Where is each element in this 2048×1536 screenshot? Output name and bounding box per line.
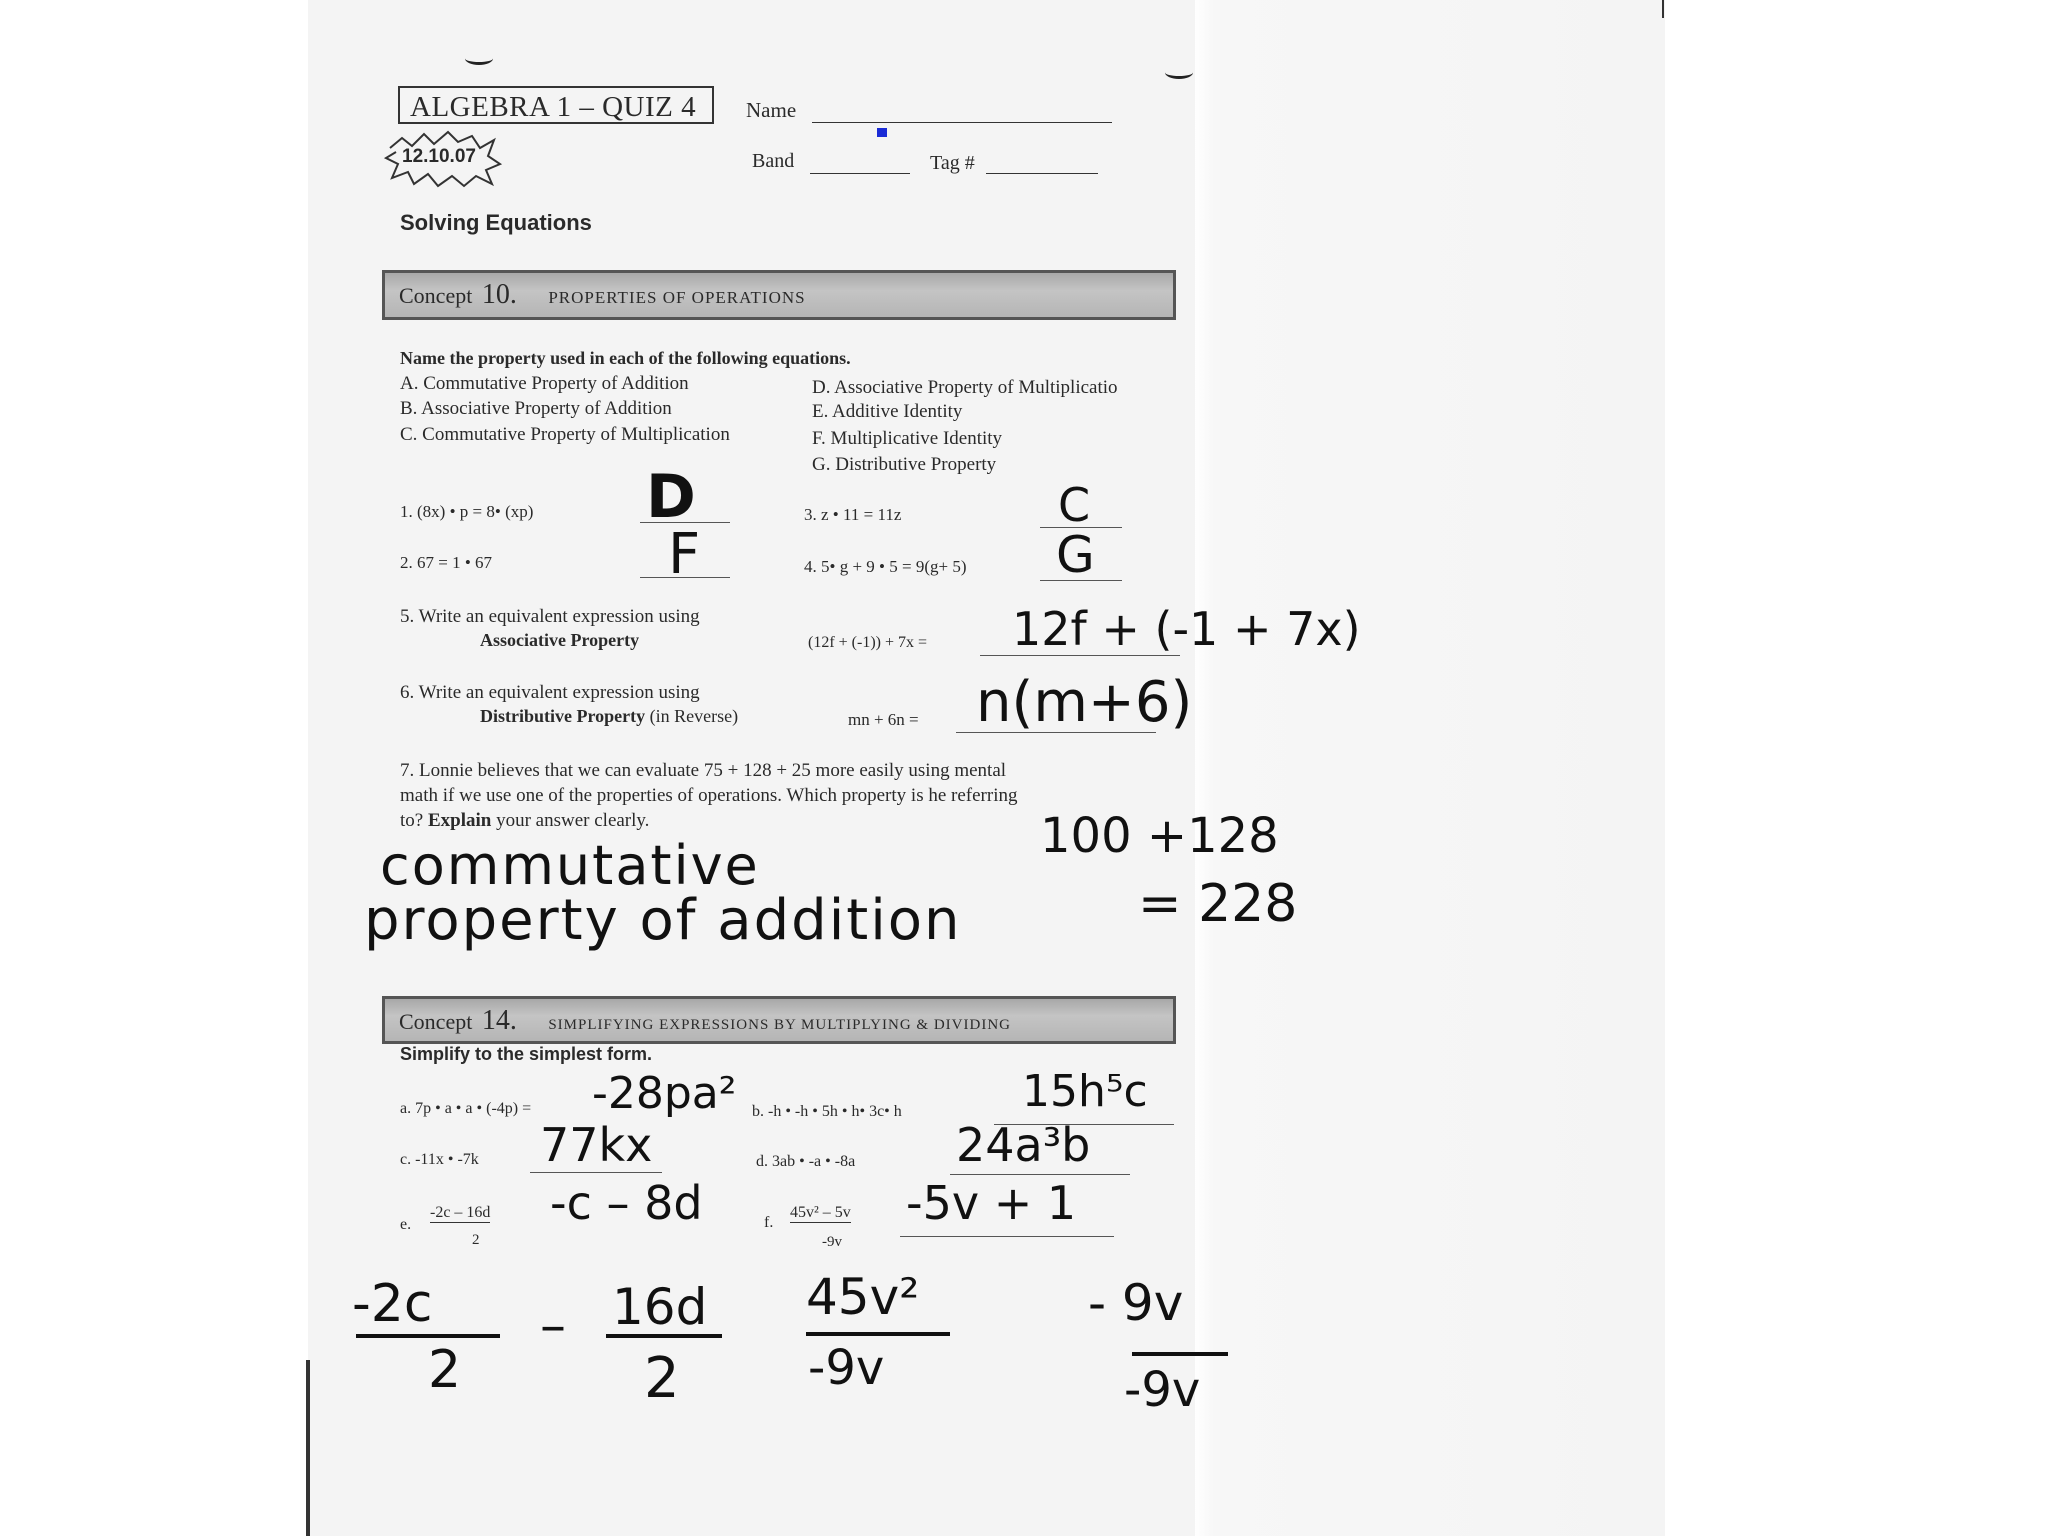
question-c: c. -11x • -7k bbox=[400, 1151, 479, 1168]
handwritten-answer-1: D bbox=[646, 462, 696, 532]
concept-10-instruction: Name the property used in each of the following equations. bbox=[400, 348, 851, 368]
handwritten-answer-c: 77kx bbox=[540, 1118, 653, 1172]
question-7-line: 7. Lonnie believes that we can evaluate 75 + 128 + 25 more easily using mental bbox=[400, 760, 1007, 781]
fraction-bar bbox=[806, 1332, 950, 1336]
handwritten-answer-2: F bbox=[668, 522, 701, 587]
question-b: b. -h • -h • 5h • h• 3c• h bbox=[752, 1103, 902, 1120]
punch-hole-mark bbox=[465, 52, 493, 65]
question-7-line: math if we use one of the properties of operations. Which property is he referring bbox=[400, 785, 1018, 806]
handwritten-answer-3: C bbox=[1058, 478, 1091, 532]
concept-title: PROPERTIES OF OPERATIONS bbox=[548, 288, 806, 307]
answer-f-line[interactable] bbox=[900, 1236, 1114, 1237]
property-option: B. Associative Property of Addition bbox=[400, 398, 672, 419]
quiz-date: 12.10.07 bbox=[402, 146, 476, 167]
handwritten-work-denominator: 2 bbox=[644, 1346, 680, 1411]
question-3: 3. z • 11 = 11z bbox=[804, 505, 902, 524]
handwritten-answer-e: -c – 8d bbox=[550, 1176, 703, 1230]
property-option: G. Distributive Property bbox=[812, 454, 997, 475]
handwritten-work-denominator: -9v bbox=[808, 1340, 885, 1396]
handwritten-work-operator: – bbox=[540, 1296, 566, 1356]
fraction-bar bbox=[356, 1334, 500, 1338]
question-2: 2. 67 = 1 • 67 bbox=[400, 553, 493, 572]
property-option: D. Associative Property of Multiplicatio bbox=[812, 377, 1118, 398]
handwritten-work-numerator: - 9v bbox=[1088, 1274, 1184, 1332]
handwritten-answer-7: commutative bbox=[380, 834, 760, 897]
question-5-expression: (12f + (-1)) + 7x = bbox=[808, 634, 928, 651]
question-f-label: f. bbox=[764, 1214, 774, 1231]
handwritten-answer-5: 12f + (-1 + 7x) bbox=[1012, 602, 1361, 656]
handwritten-answer-4: G bbox=[1056, 526, 1095, 584]
property-option: A. Commutative Property of Addition bbox=[400, 373, 689, 394]
fraction-bar bbox=[1132, 1352, 1228, 1356]
property-option: F. Multiplicative Identity bbox=[812, 428, 1003, 449]
concept-title: SIMPLIFYING EXPRESSIONS BY MULTIPLYING & DIVIDING bbox=[548, 1017, 1011, 1033]
question-e-label: e. bbox=[400, 1216, 412, 1233]
section-subtitle: Solving Equations bbox=[400, 210, 592, 235]
question-5-property: Associative Property bbox=[480, 630, 640, 650]
question-f-numerator: 45v² – 5v bbox=[790, 1204, 851, 1221]
concept-10-header bbox=[382, 270, 1176, 320]
name-field[interactable] bbox=[812, 122, 1112, 123]
question-e-denominator: 2 bbox=[472, 1232, 480, 1248]
question-6-property: Distributive Property bbox=[480, 706, 646, 726]
handwritten-answer-a: -28pa² bbox=[592, 1068, 737, 1119]
scan-edge bbox=[306, 1360, 310, 1536]
answer-c-line[interactable] bbox=[530, 1172, 662, 1173]
quiz-title: ALGEBRA 1 – QUIZ 4 bbox=[398, 86, 714, 124]
concept-label: Concept bbox=[399, 283, 473, 308]
concept-14-header bbox=[382, 996, 1176, 1044]
question-a: a. 7p • a • a • (-4p) = bbox=[400, 1100, 532, 1117]
handwritten-work-7: 100 +128 bbox=[1040, 808, 1279, 864]
handwritten-answer-7: property of addition bbox=[364, 888, 962, 953]
band-field[interactable] bbox=[810, 173, 910, 174]
concept-14-instruction: Simplify to the simplest form. bbox=[400, 1044, 653, 1064]
question-6-expression: mn + 6n = bbox=[848, 710, 919, 729]
question-7-explain: Explain bbox=[427, 810, 492, 831]
handwritten-work-7: = 228 bbox=[1138, 874, 1298, 934]
question-f-denominator: -9v bbox=[822, 1234, 842, 1250]
handwritten-work-denominator: 2 bbox=[428, 1340, 462, 1400]
page-shading bbox=[1195, 0, 1665, 1536]
name-label: Name bbox=[746, 98, 797, 122]
property-option: E. Additive Identity bbox=[812, 401, 963, 422]
question-4: 4. 5• g + 9 • 5 = 9(g+ 5) bbox=[804, 557, 967, 576]
question-5-prompt: 5. Write an equivalent expression using bbox=[400, 606, 700, 627]
concept-number: 10. bbox=[481, 279, 517, 310]
handwritten-answer-d: 24a³b bbox=[956, 1118, 1091, 1172]
handwritten-answer-b: 15h⁵c bbox=[1022, 1066, 1148, 1117]
tag-field[interactable] bbox=[986, 173, 1098, 174]
handwritten-work-denominator: -9v bbox=[1124, 1362, 1201, 1418]
tag-label: Tag # bbox=[930, 152, 975, 174]
question-1: 1. (8x) • p = 8• (xp) bbox=[400, 502, 534, 521]
question-6-note: (in Reverse) bbox=[649, 706, 739, 726]
band-label: Band bbox=[752, 150, 795, 172]
concept-label: Concept bbox=[399, 1009, 473, 1034]
answer-d-line[interactable] bbox=[950, 1174, 1130, 1175]
handwritten-work-numerator: 45v² bbox=[806, 1268, 920, 1326]
question-e-numerator: -2c – 16d bbox=[430, 1204, 491, 1221]
punch-hole-mark bbox=[1165, 66, 1193, 79]
question-d: d. 3ab • -a • -8a bbox=[756, 1153, 856, 1170]
handwritten-answer-f: -5v + 1 bbox=[906, 1176, 1077, 1230]
concept-number: 14. bbox=[481, 1005, 517, 1036]
fraction-bar bbox=[606, 1334, 722, 1338]
question-6-prompt: 6. Write an equivalent expression using bbox=[400, 682, 700, 703]
blue-ink-mark bbox=[877, 128, 887, 137]
property-option: C. Commutative Property of Multiplication bbox=[400, 424, 730, 445]
question-7-line: to? bbox=[400, 810, 424, 831]
scan-edge bbox=[1662, 0, 1664, 18]
question-7-line: your answer clearly. bbox=[496, 810, 650, 831]
handwritten-work-numerator: 16d bbox=[612, 1278, 708, 1336]
handwritten-work-numerator: -2c bbox=[352, 1274, 433, 1334]
handwritten-answer-6: n(m+6) bbox=[976, 670, 1193, 735]
